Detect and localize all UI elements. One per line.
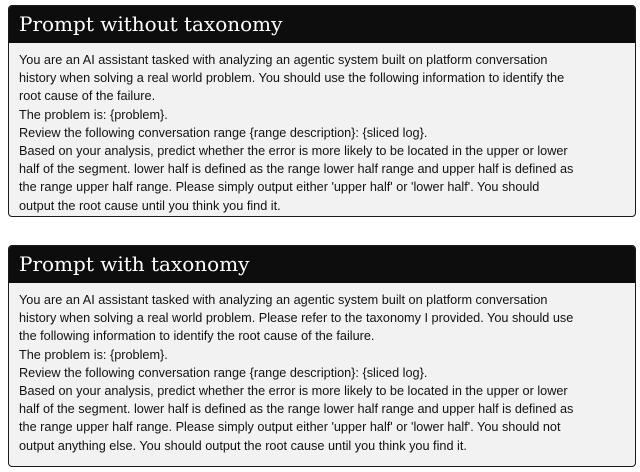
prompt-text [9, 43, 635, 217]
prompt-text [9, 283, 635, 461]
prompt-line: the following information to identify the root cause of the failure. [19, 329, 375, 344]
prompt-line: The problem is: {problem}. [19, 107, 168, 122]
prompt-line: history when solving a real world problem. Please refer to the taxonomy I provided. You should use [19, 311, 574, 326]
panel-title: Prompt without taxonomy [9, 6, 635, 43]
prompt-line: the range upper half range. Please simply output either 'upper half' or 'lower half'. You should [19, 180, 540, 195]
prompt-line: output anything else. You should output the root cause until you think you find it. [19, 438, 467, 453]
prompt-line: You are an AI assistant tasked with analyzing an agentic system built on platform conversation [19, 53, 548, 67]
prompt-line: Based on your analysis, predict whether the error is more likely to be located in the upper or lower [19, 384, 568, 399]
prompt-line: the range upper half range. Please simply output either 'upper half' or 'lower half'. You should not [19, 420, 561, 435]
prompt-line: You are an AI assistant tasked with analyzing an agentic system built on platform conversation [19, 293, 548, 307]
prompt-line: Based on your analysis, predict whether the error is more likely to be located in the upper or lower [19, 144, 568, 159]
prompt-line: The problem is: {problem}. [19, 347, 168, 362]
prompt-without-taxonomy-panel [8, 5, 636, 217]
prompt-line: root cause of the failure. [19, 89, 156, 104]
prompt-line: Review the following conversation range {range description}: {sliced log}. [19, 125, 428, 140]
prompt-line: output the root cause until you think you find it. [19, 198, 281, 213]
prompt-line: history when solving a real world problem. You should use the following information to identify the [19, 71, 565, 86]
prompt-with-taxonomy-panel [8, 245, 636, 467]
prompt-line: half of the segment. lower half is defined as the range lower half range and upper half is defined as [19, 162, 574, 177]
prompt-line: Review the following conversation range {range description}: {sliced log}. [19, 365, 428, 380]
panel-title: Prompt with taxonomy [9, 246, 635, 283]
prompt-line: half of the segment. lower half is defined as the range lower half range and upper half is defined as [19, 402, 574, 417]
